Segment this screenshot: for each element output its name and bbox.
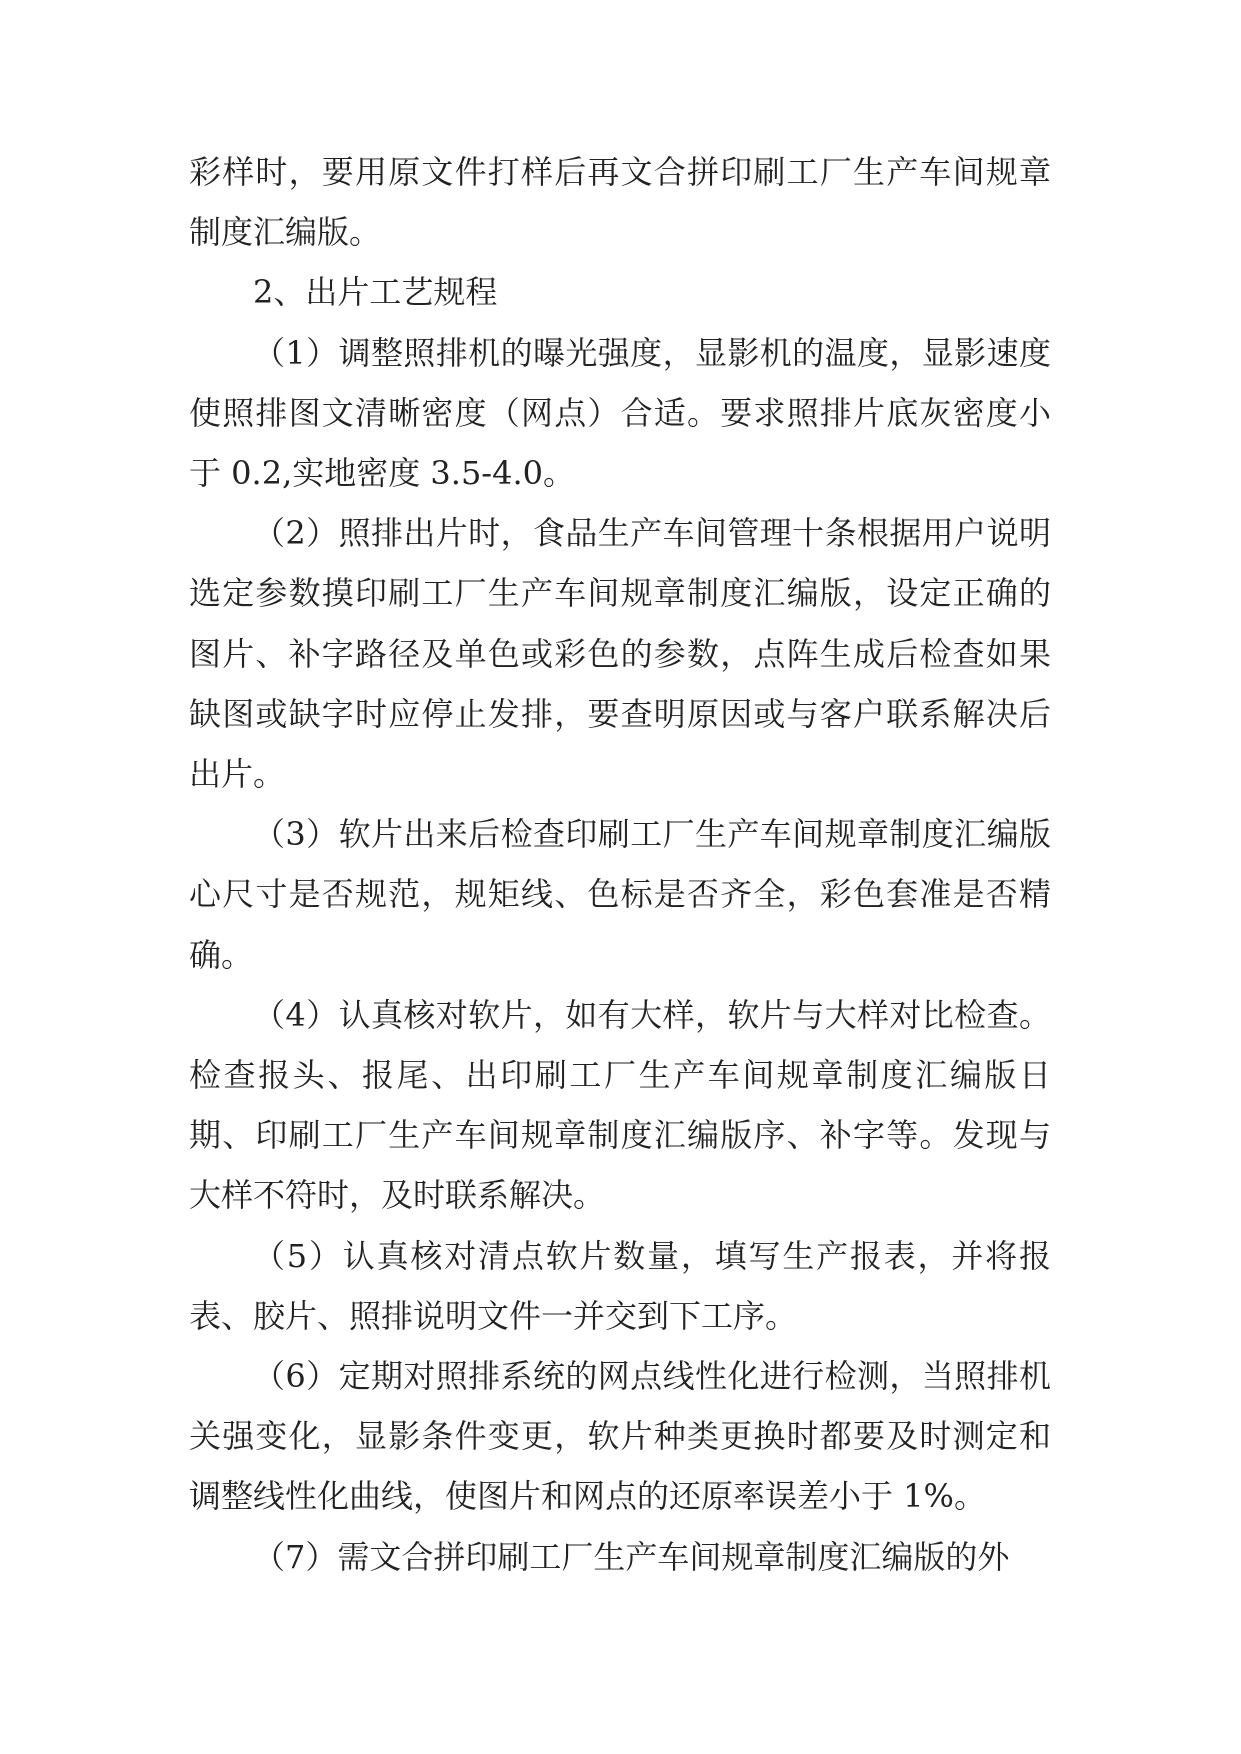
paragraph-item-3: （3）软片出来后检查印刷工厂生产车间规章制度汇编版心尺寸是否规范，规矩线、色标是否齐全，彩色套准是否精确。	[189, 815, 1051, 974]
section-heading: 2、出片工艺规程	[253, 273, 498, 312]
paragraph-item-2: （2）照排出片时，食品生产车间管理十条根据用户说明选定参数摸印刷工厂生产车间规章制度汇编版，设定正确的图片、补字路径及单色或彩色的参数，点阵生成后检查如果缺图或缺字时应停止发排，要查明原因或与客户联系解决后出片。	[189, 514, 1051, 794]
paragraph-item-7: （7）需文合拼印刷工厂生产车间规章制度汇编版的外	[253, 1537, 1010, 1576]
document-page	[189, 142, 1051, 1587]
paragraph-item-6: （6）定期对照排系统的网点线性化进行检测，当照排机关强变化，显影条件变更，软片种类更换时都要及时测定和调整线性化曲线，使图片和网点的还原率误差小于 1%。	[189, 1357, 1051, 1516]
paragraph-item-1: （1）调整照排机的曝光强度，显影机的温度，显影速度使照排图文清晰密度（网点）合适。要求照排片底灰密度小于 0.2,实地密度 3.5-4.0。	[189, 333, 1051, 493]
paragraph-continuation: 彩样时，要用原文件打样后再文合拼印刷工厂生产车间规章制度汇编版。	[189, 153, 1051, 252]
paragraph-item-4: （4）认真核对软片，如有大样，软片与大样对比检查。检查报头、报尾、出印刷工厂生产车间规章制度汇编版日期、印刷工厂生产车间规章制度汇编版序、补字等。发现与大样不符时，及时联系解决。	[189, 995, 1051, 1215]
paragraph-item-5: （5）认真核对清点软片数量，填写生产报表，并将报表、胶片、照排说明文件一并交到下工序。	[189, 1236, 1051, 1335]
